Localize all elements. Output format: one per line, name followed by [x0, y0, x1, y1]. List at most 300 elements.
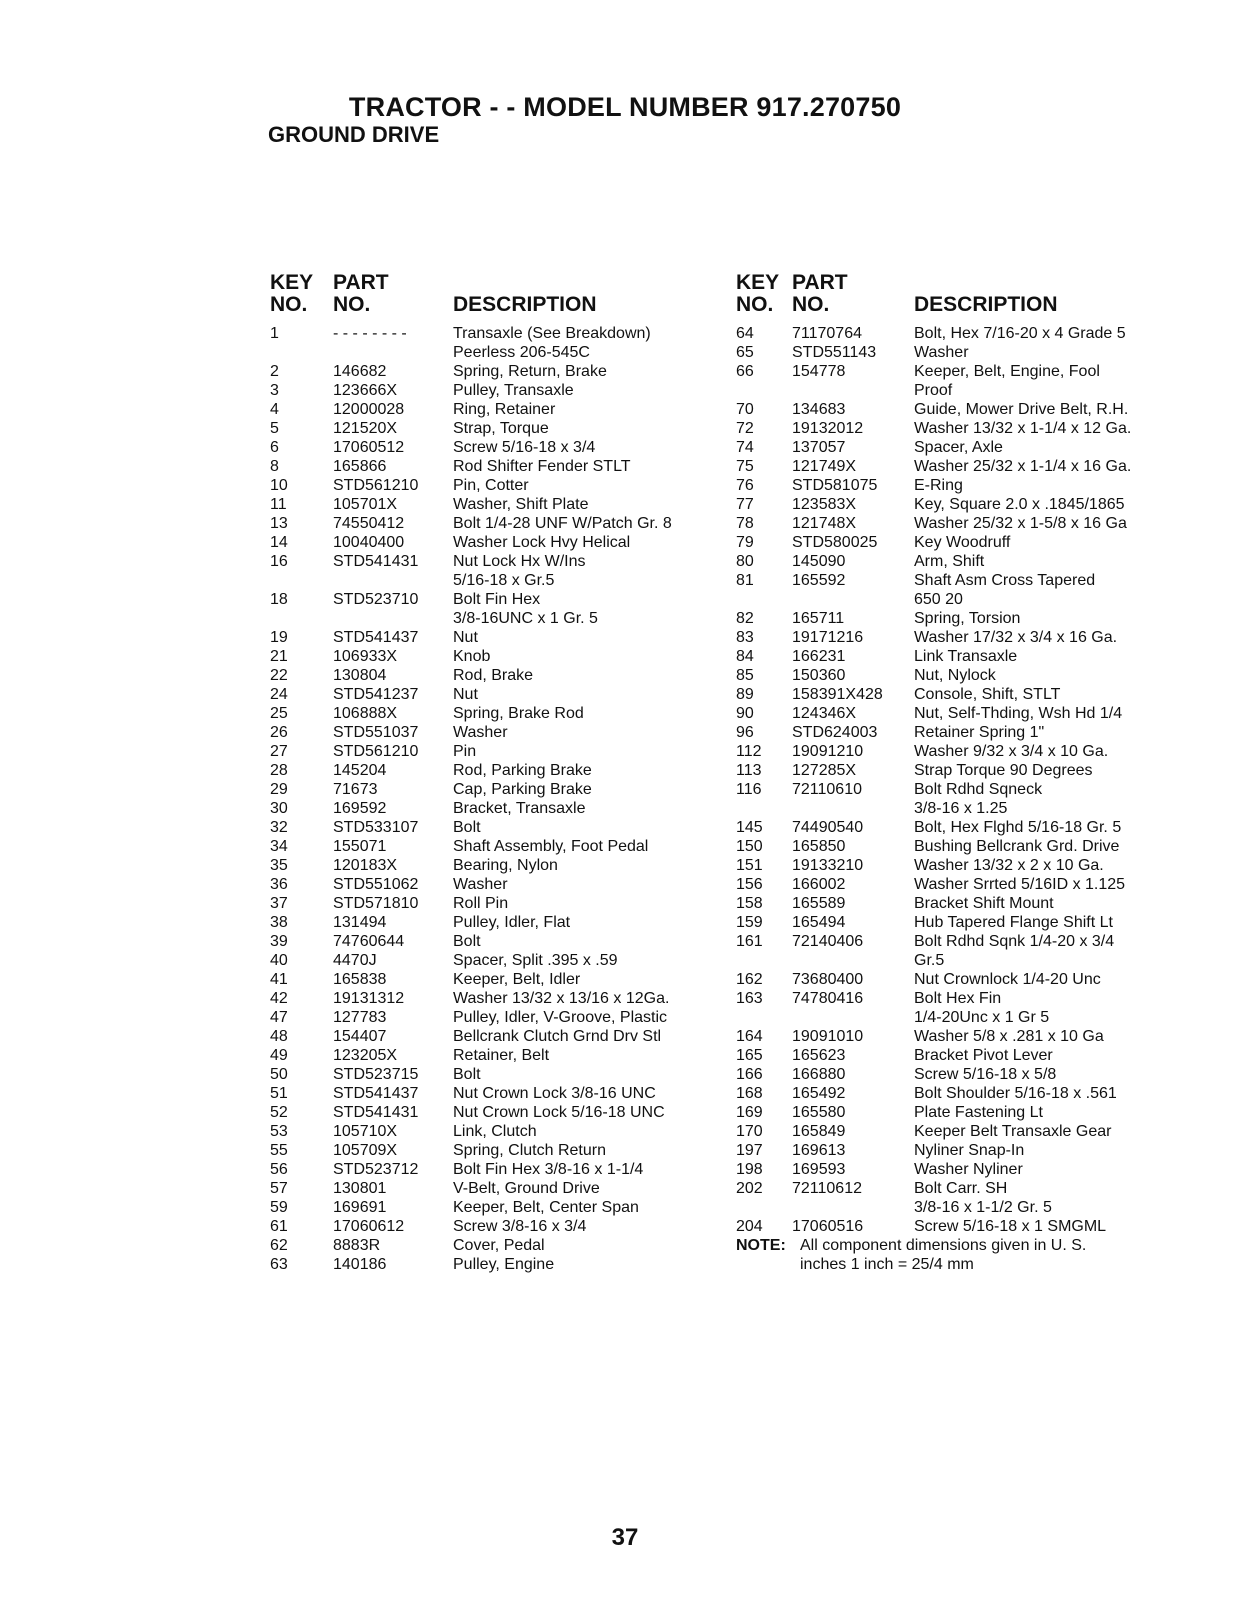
key-no: 80: [736, 553, 754, 570]
part-description: Cover, Pedal: [453, 1237, 545, 1254]
part-description: Pulley, Engine: [453, 1256, 555, 1273]
part-description: Nut Crownlock 1/4-20 Unc: [914, 971, 1101, 988]
part-no: 74490540: [792, 819, 864, 836]
part-description: Screw 5/16-18 x 3/4: [453, 439, 596, 456]
part-no: 17060612: [333, 1218, 405, 1235]
table-header: [270, 272, 725, 324]
part-no: 155071: [333, 838, 387, 855]
parts-row: [736, 704, 1181, 723]
part-description: Screw 5/16-18 x 5/8: [914, 1066, 1057, 1083]
part-description: Bolt Rdhd Sqneck: [914, 781, 1043, 798]
part-description: Console, Shift, STLT: [914, 686, 1061, 703]
part-no: 8883R: [333, 1237, 381, 1254]
part-description: Spring, Return, Brake: [453, 363, 607, 380]
parts-row: [270, 571, 725, 590]
part-no: 71673: [333, 781, 378, 798]
parts-row: [270, 343, 725, 362]
parts-row: [736, 495, 1181, 514]
part-no: 145204: [333, 762, 387, 779]
parts-row: [270, 400, 725, 419]
parts-row: [270, 1141, 725, 1160]
parts-row: [270, 761, 725, 780]
part-description: Washer Lock Hvy Helical: [453, 534, 631, 551]
part-description: Link Transaxle: [914, 648, 1018, 665]
part-no: 72110612: [792, 1180, 862, 1197]
part-no: 72110610: [792, 781, 862, 798]
parts-row: [736, 894, 1181, 913]
parts-row: [736, 856, 1181, 875]
part-description: Spring, Clutch Return: [453, 1142, 606, 1159]
parts-row: [270, 1065, 725, 1084]
parts-row: [736, 742, 1181, 761]
key-no: 90: [736, 705, 754, 722]
key-no: 13: [270, 515, 288, 532]
parts-row: [736, 799, 1181, 818]
page-title: TRACTOR - - MODEL NUMBER 917.270750: [348, 92, 902, 122]
part-no: STD551143: [792, 344, 877, 361]
key-no: 34: [270, 838, 288, 855]
header-key-no: NO.: [270, 293, 308, 316]
part-description: Bracket, Transaxle: [453, 800, 586, 817]
key-no: 116: [736, 781, 762, 798]
parts-row: [270, 666, 725, 685]
key-no: 168: [736, 1085, 763, 1102]
part-no: 120183X: [333, 857, 398, 874]
parts-row: [736, 1179, 1181, 1198]
part-description: Nut Crown Lock 3/8-16 UNC: [453, 1085, 656, 1102]
part-no: 12000028: [333, 401, 405, 418]
parts-row: [736, 438, 1181, 457]
key-no: 61: [270, 1218, 288, 1235]
part-no: 165589: [792, 895, 846, 912]
part-description: Pulley, Idler, V-Groove, Plastic: [453, 1009, 668, 1026]
key-no: 18: [270, 591, 288, 608]
part-description: Bolt Rdhd Sqnk 1/4-20 x 3/4: [914, 933, 1115, 950]
part-description: Washer 13/32 x 13/16 x 12Ga.: [453, 990, 670, 1007]
parts-row: [270, 1179, 725, 1198]
parts-row: [270, 685, 725, 704]
part-description: Washer 17/32 x 3/4 x 16 Ga.: [914, 629, 1118, 646]
key-no: 4: [270, 401, 279, 418]
part-description: Washer 25/32 x 1-1/4 x 16 Ga.: [914, 458, 1132, 475]
parts-row: [736, 476, 1181, 495]
part-no: 165492: [792, 1085, 846, 1102]
parts-row: [270, 628, 725, 647]
part-no: 127285X: [792, 762, 857, 779]
key-no: 202: [736, 1180, 763, 1197]
parts-row: [270, 875, 725, 894]
key-no: 29: [270, 781, 288, 798]
parts-list-left: [270, 324, 725, 1274]
part-no: 165850: [792, 838, 846, 855]
parts-row: [270, 1198, 725, 1217]
part-description: Screw 3/8-16 x 3/4: [453, 1218, 587, 1235]
part-description: Hub Tapered Flange Shift Lt: [914, 914, 1113, 931]
part-description: Plate Fastening Lt: [914, 1104, 1043, 1121]
part-description: Bellcrank Clutch Grnd Drv Stl: [453, 1028, 662, 1045]
parts-row: [270, 362, 725, 381]
parts-row: [736, 761, 1181, 780]
part-description: Retainer Spring 1": [914, 724, 1045, 741]
part-no: 123666X: [333, 382, 398, 399]
part-no: STD541237: [333, 686, 419, 703]
header-part-no: NO.: [792, 293, 830, 316]
parts-row: [270, 1217, 725, 1236]
key-no: 66: [736, 363, 754, 380]
part-description: Bearing, Nylon: [453, 857, 558, 874]
key-no: 96: [736, 724, 754, 741]
part-no: STD541437: [333, 629, 419, 646]
part-no: 165838: [333, 971, 387, 988]
parts-row: [270, 951, 725, 970]
part-no: 4470J: [333, 952, 377, 969]
parts-row: [736, 1217, 1181, 1236]
key-no: 14: [270, 534, 288, 551]
parts-row: [736, 837, 1181, 856]
key-no: 166: [736, 1066, 763, 1083]
part-no: 166002: [792, 876, 846, 893]
key-no: 40: [270, 952, 288, 969]
parts-table-left: [270, 272, 725, 1274]
key-no: 85: [736, 667, 754, 684]
part-no: STD551037: [333, 724, 419, 741]
part-description: Knob: [453, 648, 491, 665]
part-description: E-Ring: [914, 477, 963, 494]
parts-row: [270, 742, 725, 761]
part-description: 5/16-18 x Gr.5: [453, 572, 555, 589]
part-description: Washer 25/32 x 1-5/8 x 16 Ga: [914, 515, 1127, 532]
part-description: Strap Torque 90 Degrees: [914, 762, 1093, 779]
parts-row: [270, 799, 725, 818]
part-no: 121748X: [792, 515, 857, 532]
key-no: 156: [736, 876, 763, 893]
parts-row: [736, 875, 1181, 894]
key-no: 32: [270, 819, 288, 836]
part-no: 154778: [792, 363, 846, 380]
part-description: Bolt Fin Hex: [453, 591, 541, 608]
part-description: Bolt, Hex 7/16-20 x 4 Grade 5: [914, 325, 1126, 342]
parts-row: [270, 1255, 725, 1274]
key-no: 50: [270, 1066, 288, 1083]
part-description: Ring, Retainer: [453, 401, 556, 418]
key-no: 78: [736, 515, 754, 532]
key-no: 113: [736, 762, 762, 779]
part-no: STD523712: [333, 1161, 419, 1178]
header-description: DESCRIPTION: [914, 293, 1058, 316]
part-description: Washer 13/32 x 2 x 10 Ga.: [914, 857, 1104, 874]
key-no: 163: [736, 990, 763, 1007]
part-no: 130804: [333, 667, 387, 684]
key-no: 158: [736, 895, 763, 912]
part-no: STD581075: [792, 477, 878, 494]
parts-row: [736, 1008, 1181, 1027]
key-no: 35: [270, 857, 288, 874]
part-description: 650 20: [914, 591, 963, 608]
page-number: 37: [611, 1524, 639, 1551]
part-description: Washer: [453, 724, 508, 741]
part-no: 19171216: [792, 629, 864, 646]
parts-row: [270, 533, 725, 552]
key-no: 22: [270, 667, 288, 684]
parts-row: [736, 1160, 1181, 1179]
parts-row: [270, 1236, 725, 1255]
part-no: STD571810: [333, 895, 419, 912]
part-description: Peerless 206-545C: [453, 344, 590, 361]
parts-row: [270, 552, 725, 571]
key-no: 47: [270, 1009, 288, 1026]
parts-row: [270, 989, 725, 1008]
note-text: [800, 1236, 1170, 1274]
part-description: Guide, Mower Drive Belt, R.H.: [914, 401, 1129, 418]
parts-row: [270, 609, 725, 628]
part-description: Bolt Fin Hex 3/8-16 x 1-1/4: [453, 1161, 644, 1178]
part-no: STD561210: [333, 743, 419, 760]
parts-row: [736, 818, 1181, 837]
key-no: 63: [270, 1256, 288, 1273]
part-description: Arm, Shift: [914, 553, 985, 570]
key-no: 56: [270, 1161, 288, 1178]
part-description: Keeper, Belt, Engine, Fool: [914, 363, 1100, 380]
part-no: 127783: [333, 1009, 387, 1026]
key-no: 74: [736, 439, 754, 456]
parts-row: [270, 913, 725, 932]
parts-row: [736, 685, 1181, 704]
part-description: Pulley, Idler, Flat: [453, 914, 571, 931]
header-key: KEY: [270, 271, 314, 294]
parts-row: [270, 590, 725, 609]
key-no: 10: [270, 477, 288, 494]
parts-row: [270, 1160, 725, 1179]
parts-row: [270, 723, 725, 742]
part-no: 19091210: [792, 743, 864, 760]
parts-row: [270, 419, 725, 438]
parts-row: [270, 1122, 725, 1141]
part-description: Nut, Nylock: [914, 667, 996, 684]
parts-row: [736, 552, 1181, 571]
part-no: 105709X: [333, 1142, 398, 1159]
part-no: 17060516: [792, 1218, 864, 1235]
part-no: 124346X: [792, 705, 857, 722]
part-no: 165592: [792, 572, 846, 589]
key-no: 150: [736, 838, 763, 855]
key-no: 48: [270, 1028, 288, 1045]
parts-row: [270, 856, 725, 875]
header-key-no: NO.: [736, 293, 774, 316]
part-description: Screw 5/16-18 x 1 SMGML: [914, 1218, 1107, 1235]
parts-row: [270, 780, 725, 799]
part-no: 137057: [792, 439, 846, 456]
part-no: 165580: [792, 1104, 846, 1121]
parts-row: [270, 647, 725, 666]
part-description: Nut: [453, 629, 478, 646]
key-no: 39: [270, 933, 288, 950]
part-no: STD541431: [333, 553, 419, 570]
part-description: Bracket Shift Mount: [914, 895, 1054, 912]
parts-row: [270, 457, 725, 476]
part-no: STD541437: [333, 1085, 419, 1102]
key-no: 37: [270, 895, 288, 912]
parts-row: [270, 495, 725, 514]
part-no: 121749X: [792, 458, 857, 475]
part-no: 169593: [792, 1161, 846, 1178]
parts-row: [736, 1122, 1181, 1141]
key-no: 51: [270, 1085, 288, 1102]
parts-row: [736, 970, 1181, 989]
part-description: Link, Clutch: [453, 1123, 537, 1140]
parts-row: [736, 400, 1181, 419]
key-no: 53: [270, 1123, 288, 1140]
part-description: Washer: [914, 344, 969, 361]
parts-row: [736, 1198, 1181, 1217]
key-no: 169: [736, 1104, 763, 1121]
part-no: 19132012: [792, 420, 864, 437]
key-no: 62: [270, 1237, 288, 1254]
header-part-no: NO.: [333, 293, 371, 316]
key-no: 38: [270, 914, 288, 931]
part-no: 74550412: [333, 515, 405, 532]
part-description: Nut Lock Hx W/Ins: [453, 553, 586, 570]
parts-row: [736, 609, 1181, 628]
key-no: 84: [736, 648, 754, 665]
part-description: Spring, Torsion: [914, 610, 1021, 627]
parts-row: [270, 894, 725, 913]
note-line-2: inches 1 inch = 25/4 mm: [800, 1256, 974, 1273]
parts-row: [270, 1008, 725, 1027]
parts-row: [270, 438, 725, 457]
part-description: Bracket Pivot Lever: [914, 1047, 1053, 1064]
part-no: 146682: [333, 363, 387, 380]
parts-row: [736, 1027, 1181, 1046]
part-no: 165623: [792, 1047, 846, 1064]
part-description: 1/4-20Unc x 1 Gr 5: [914, 1009, 1050, 1026]
key-no: 16: [270, 553, 288, 570]
part-description: Nyliner Snap-In: [914, 1142, 1025, 1159]
part-no: 165494: [792, 914, 846, 931]
part-description: Keeper, Belt, Idler: [453, 971, 581, 988]
header-description: DESCRIPTION: [453, 293, 597, 316]
part-no: 106933X: [333, 648, 398, 665]
part-no: 74780416: [792, 990, 864, 1007]
parts-row: [736, 457, 1181, 476]
key-no: 27: [270, 743, 288, 760]
key-no: 170: [736, 1123, 763, 1140]
key-no: 77: [736, 496, 754, 513]
part-description: Key, Square 2.0 x .1845/1865: [914, 496, 1125, 513]
parts-row: [736, 1046, 1181, 1065]
part-no: 165866: [333, 458, 387, 475]
key-no: 151: [736, 857, 763, 874]
parts-row: [270, 1103, 725, 1122]
table-header: [736, 272, 1181, 324]
part-description: Transaxle (See Breakdown): [453, 325, 651, 342]
part-description: Pin: [453, 743, 477, 760]
part-no: STD551062: [333, 876, 419, 893]
part-description: 3/8-16 x 1-1/2 Gr. 5: [914, 1199, 1052, 1216]
key-no: 11: [270, 496, 287, 513]
key-no: 19: [270, 629, 288, 646]
part-no: 169613: [792, 1142, 846, 1159]
parts-row: [270, 1046, 725, 1065]
part-no: STD561210: [333, 477, 419, 494]
part-description: Bolt 1/4-28 UNF W/Patch Gr. 8: [453, 515, 672, 532]
part-no: 130801: [333, 1180, 387, 1197]
parts-row: [736, 951, 1181, 970]
part-description: Shaft Asm Cross Tapered: [914, 572, 1096, 589]
part-description: Washer, Shift Plate: [453, 496, 589, 513]
key-no: 36: [270, 876, 288, 893]
part-description: Spacer, Axle: [914, 439, 1003, 456]
part-no: STD541431: [333, 1104, 419, 1121]
part-description: Keeper Belt Transaxle Gear: [914, 1123, 1112, 1140]
part-description: Bolt: [453, 1066, 481, 1083]
parts-row: [736, 1084, 1181, 1103]
part-description: Shaft Assembly, Foot Pedal: [453, 838, 649, 855]
key-no: 89: [736, 686, 754, 703]
part-description: Pin, Cotter: [453, 477, 529, 494]
parts-row: [736, 343, 1181, 362]
key-no: 30: [270, 800, 288, 817]
part-no: 166231: [792, 648, 846, 665]
key-no: 1: [270, 325, 279, 342]
part-no: 158391X428: [792, 686, 883, 703]
parts-row: [736, 647, 1181, 666]
key-no: 145: [736, 819, 763, 836]
part-description: Rod, Parking Brake: [453, 762, 592, 779]
key-no: 112: [736, 743, 762, 760]
part-description: Nut Crown Lock 5/16-18 UNC: [453, 1104, 665, 1121]
part-no: 105701X: [333, 496, 398, 513]
parts-row: [736, 533, 1181, 552]
part-no: STD533107: [333, 819, 419, 836]
part-description: Bolt: [453, 933, 481, 950]
part-no: 123205X: [333, 1047, 398, 1064]
part-no: 169592: [333, 800, 387, 817]
key-no: 64: [736, 325, 754, 342]
part-no: 17060512: [333, 439, 405, 456]
part-no: 123583X: [792, 496, 857, 513]
key-no: 21: [270, 648, 288, 665]
parts-row: [736, 989, 1181, 1008]
part-description: 3/8-16 x 1.25: [914, 800, 1008, 817]
key-no: 164: [736, 1028, 763, 1045]
key-no: 198: [736, 1161, 763, 1178]
note-label: NOTE:: [736, 1237, 786, 1254]
parts-row: [736, 628, 1181, 647]
part-no: STD523710: [333, 591, 419, 608]
parts-row: [736, 780, 1181, 799]
part-description: Pulley, Transaxle: [453, 382, 574, 399]
part-description: Nut, Self-Thding, Wsh Hd 1/4: [914, 705, 1123, 722]
parts-row: [270, 324, 725, 343]
part-no: 19133210: [792, 857, 864, 874]
part-description: Bolt, Hex Flghd 5/16-18 Gr. 5: [914, 819, 1122, 836]
parts-row: [736, 362, 1181, 381]
parts-row: [270, 970, 725, 989]
part-no: 166880: [792, 1066, 846, 1083]
part-no: 74760644: [333, 933, 405, 950]
part-description: Rod Shifter Fender STLT: [453, 458, 631, 475]
part-no: 10040400: [333, 534, 405, 551]
parts-list-right: [736, 324, 1181, 1236]
part-no: STD580025: [792, 534, 878, 551]
key-no: 204: [736, 1218, 763, 1235]
note: [736, 1236, 1181, 1274]
parts-row: [736, 514, 1181, 533]
part-no: - - - - - - - -: [333, 325, 407, 342]
part-description: Washer Srrted 5/16ID x 1.125: [914, 876, 1126, 893]
part-description: Keeper, Belt, Center Span: [453, 1199, 639, 1216]
part-no: 154407: [333, 1028, 387, 1045]
